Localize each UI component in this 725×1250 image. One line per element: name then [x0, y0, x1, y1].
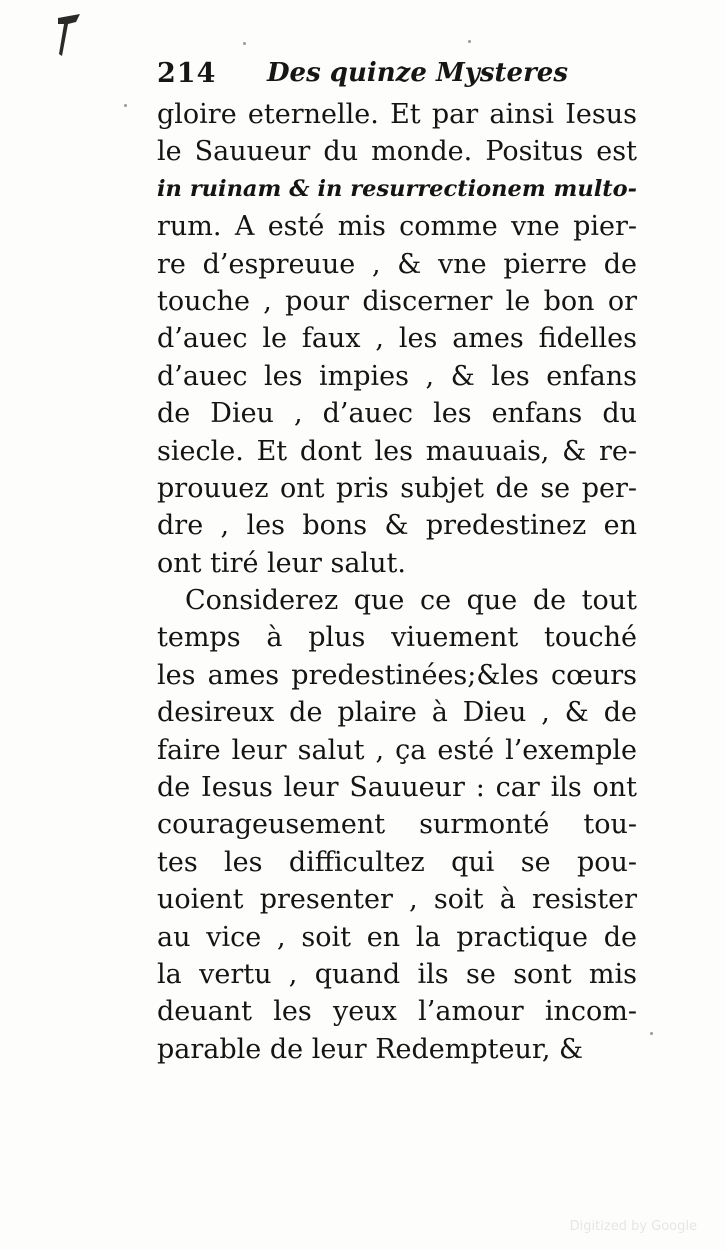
text-line: dre , les bons & predestinez en	[157, 510, 637, 542]
body-text	[157, 96, 637, 1068]
text-line: faire leur salut , ça esté l’exemple	[157, 734, 637, 766]
text-line: deuant les yeux l’amour incom-	[157, 996, 637, 1028]
text-line: la vertu , quand ils se sont mis	[157, 958, 637, 990]
text-line: temps à plus viuement touché	[157, 622, 637, 654]
text-line: le Sauueur du monde. Positus est	[157, 136, 637, 168]
text-line: les ames predestinées;&les cœurs	[157, 659, 637, 691]
text-line: gloire eternelle. Et par ainsi Iesus	[157, 99, 637, 130]
text-line: desireux de plaire à Dieu , & de	[157, 697, 637, 729]
text-line: uoient presenter , soit à resister	[157, 884, 637, 916]
page-number: 214	[157, 58, 217, 89]
running-head: Des quinze Mysteres	[267, 58, 568, 88]
text-line: ont tiré leur salut.	[157, 547, 406, 579]
ink-speck	[650, 1032, 653, 1035]
text-line: tes les difficultez qui se pou-	[157, 846, 637, 878]
text-line: parable de leur Redempteur, &	[157, 1033, 584, 1065]
text-line: touche , pour discerner le bon or	[157, 285, 637, 317]
ink-speck	[468, 40, 471, 43]
watermark: Digitized by Google	[569, 1219, 697, 1234]
text-line: de Iesus leur Sauueur : car ils ont	[157, 772, 637, 804]
text-line: d’auec les impies , & les enfans	[157, 360, 637, 392]
text-line-latin: in ruinam & in resurrectionem multo-	[157, 175, 637, 202]
text-line: siecle. Et dont les mauuais, & re-	[157, 435, 637, 467]
ink-mark-icon	[56, 14, 82, 58]
text-line: rum. A esté mis comme vne pier-	[157, 211, 637, 243]
text-line: courageusement surmonté tou-	[157, 809, 637, 841]
text-line: au vice , soit en la practique de	[157, 921, 637, 953]
text-line: d’auec le faux , les ames fidelles	[157, 323, 637, 355]
text-line: de Dieu , d’auec les enfans du	[157, 398, 637, 430]
ink-speck	[243, 42, 246, 45]
page-header	[157, 56, 627, 96]
text-line: Considerez que ce que de tout	[185, 585, 637, 617]
ink-speck	[124, 104, 127, 107]
text-line: re d’espreuue , & vne pierre de	[157, 248, 637, 280]
text-line: prouuez ont pris subjet de se per-	[157, 472, 637, 504]
